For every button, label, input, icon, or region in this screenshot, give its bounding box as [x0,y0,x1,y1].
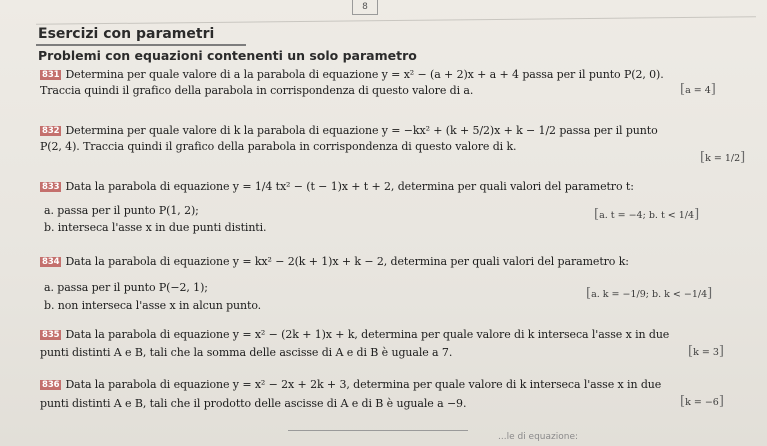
exercise-833-answer: [a. t = −4; b. t < 1/4] [594,207,700,222]
exercise-836-answer: [k = −6] [680,394,724,409]
exercise-834-line-1: 834 Data la parabola di equazione y = kx² − 2(k + 1)x + k − 2, determina per quali valori del parametro k: [42,255,629,268]
footer-note: ...le di equazione: [498,432,579,442]
exercise-835-line-1: 835 Data la parabola di equazione y = x² − (2k + 1)x + k, determina per quale valore di k interseca l'asse x in due [42,328,670,341]
exercise-836-line-2: punti distinti A e B, tali che il prodotto delle ascisse di A e di B è uguale a −9. [40,397,467,410]
exercise-835-line-2: punti distinti A e B, tali che la somma delle ascisse di A e di B è uguale a 7. [40,346,453,359]
exercise-832-line-1: 832 Determina per quale valore di k la parabola di equazione y = −kx² + (k + 5/2)x + k − 1/2 passa per il punto [42,124,658,137]
exercise-832-line-2: P(2, 4). Traccia quindi il grafico della parabola in corrispondenza di questo valore di k. [40,140,517,153]
exercise-number-badge: 832 [42,126,60,136]
exercise-833-line-b: b. interseca l'asse x in due punti distinti. [44,221,267,234]
top-rule [36,16,756,25]
footer-rule [288,430,468,431]
exercise-number-badge: 834 [42,257,60,267]
exercise-836-line-1: 836 Data la parabola di equazione y = x² − 2x + 2k + 3, determina per quale valore di k interseca l'asse x in due [42,378,662,391]
page-number: 8 [352,0,378,15]
exercise-number-badge: 835 [42,330,60,340]
exercise-831-line-1: 831 Determina per quale valore di a la parabola di equazione y = x² − (a + 2)x + a + 4 passa per il punto P(2, 0). [42,68,664,81]
exercise-833-line-1: 833 Data la parabola di equazione y = 1/4 tx² − (t − 1)x + t + 2, determina per quali valori del parametro t: [42,180,634,193]
exercise-number-badge: 833 [42,182,60,192]
subsection-title: Problemi con equazioni contenenti un solo parametro [38,48,417,63]
exercise-833-line-a: a. passa per il punto P(1, 2); [44,204,199,217]
exercise-831-answer: [a = 4] [680,82,716,97]
section-underline [36,44,246,46]
exercise-834-line-a: a. passa per il punto P(−2, 1); [44,281,208,294]
exercise-834-answer: [a. k = −1/9; b. k < −1/4] [586,286,713,301]
exercise-831-line-2: Traccia quindi il grafico della parabola in corrispondenza di questo valore di a. [40,84,474,97]
exercise-832-answer: [k = 1/2] [700,150,746,165]
exercise-number-badge: 831 [42,70,60,80]
section-title: Esercizi con parametri [38,26,215,42]
exercise-835-answer: [k = 3] [688,344,724,359]
exercise-number-badge: 836 [42,380,60,390]
exercise-834-line-b: b. non interseca l'asse x in alcun punto. [44,299,262,312]
